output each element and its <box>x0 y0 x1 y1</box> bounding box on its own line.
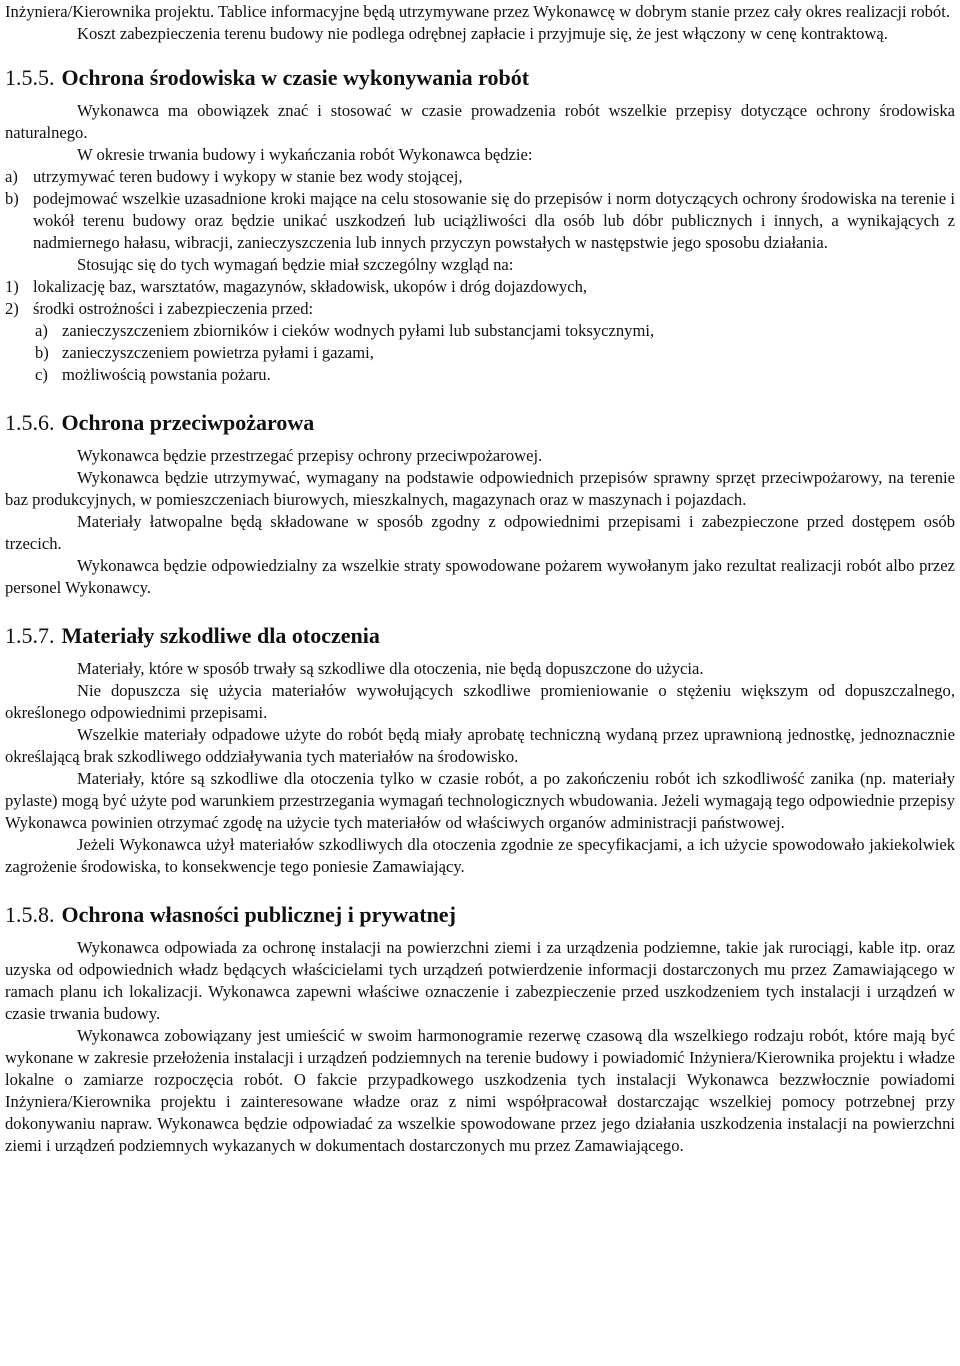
sub-list-item <box>5 342 955 364</box>
section-number: 1.5.5. <box>5 65 55 90</box>
list-item <box>5 276 955 298</box>
section-number: 1.5.8. <box>5 902 55 927</box>
paragraph: Stosując się do tych wymagań będzie miał szczególny wzgląd na: <box>77 255 514 274</box>
paragraph: Wykonawca będzie odpowiedzialny za wszelkie straty spowodowane pożarem wywołanym jako rezultat realizacji robót albo przez personel Wykonawcy. <box>5 556 955 597</box>
list-item-text: zanieczyszczeniem powietrza pyłami i gazami, <box>62 343 374 362</box>
section-title: Ochrona środowiska w czasie wykonywania robót <box>61 65 530 90</box>
list-marker: b) <box>35 343 49 362</box>
section-heading-1-5-7 <box>5 622 955 650</box>
section-heading-1-5-8 <box>5 901 955 929</box>
paragraph: Wykonawca odpowiada za ochronę instalacji na powierzchni ziemi i za urządzenia podziemne, takie jak rurociągi, kable itp. oraz uzyska od odpowiednich władz będących właścicielami tych urządzeń potwierdzenie informacji dostarczonych mu przez Zamawiającego w ramach planu ich lokalizacji. Wykonawca zapewni właściwe oznaczenie i zabezpieczenie przed uszkodzeniem tych instalacji i urządzeń w czasie trwania budowy. <box>5 938 955 1023</box>
list-item-text: utrzymywać teren budowy i wykopy w stanie bez wody stojącej, <box>33 167 463 186</box>
intro-paragraph-1: Inżyniera/Kierownika projektu. Tablice informacyjne będą utrzymywane przez Wykonawcę w dobrym stanie przez cały okres realizacji robót. <box>5 2 950 21</box>
paragraph: Wykonawca zobowiązany jest umieścić w swoim harmonogramie rezerwę czasową dla wszelkiego rodzaju robót, które mają być wykonane w zakresie przełożenia instalacji i urządzeń podziemnych na terenie budowy i powiadomić Inżyniera/Kierownika projektu i władze lokalne o zamiarze rozpoczęcia robót. O fakcie przypadkowego uszkodzenia tych instalacji Wykonawca bezzwłocznie powiadomi Inżyniera/Kierownika projektu i zainteresowane władze oraz z nimi współpracował dostarczając wszelkiej pomocy potrzebnej przy dokonywaniu napraw. Wykonawca będzie odpowiadać za wszelkie spowodowane przez jego działania uszkodzenia instalacji na powierzchni ziemi i urządzeń podziemnych wykazanych w dokumentach dostarczonych mu przez Zamawiającego. <box>5 1026 955 1155</box>
list-marker: a) <box>5 167 18 186</box>
list-item-text: środki ostrożności i zabezpieczenia przed: <box>33 299 314 318</box>
sub-list-item <box>5 320 955 342</box>
list-marker: a) <box>35 321 48 340</box>
sub-list-item <box>5 364 955 386</box>
paragraph: Materiały łatwopalne będą składowane w sposób zgodny z odpowiednimi przepisami i zabezpieczone przed dostępem osób trzecich. <box>5 512 955 553</box>
list-item-text: podejmować wszelkie uzasadnione kroki mające na celu stosowanie się do przepisów i norm dotyczących ochrony środowiska na terenie i wokół terenu budowy oraz będzie unikać uszkodzeń lub uciążliwości dla osób lub dóbr publicznych i innych, a wynikających z nadmiernego hałasu, wibracji, zanieczyszczenia lub innych przyczyn powstałych w następstwie jego sposobu działania. <box>33 189 955 252</box>
list-item-text: zanieczyszczeniem zbiorników i cieków wodnych pyłami lub substancjami toksycznymi, <box>62 321 655 340</box>
list-marker: 1) <box>5 277 19 296</box>
paragraph: Wszelkie materiały odpadowe użyte do robót będą miały aprobatę techniczną wydaną przez uprawnioną jednostkę, jednoznacznie określającą brak szkodliwego oddziaływania tych materiałów na środowisko. <box>5 725 955 766</box>
list-marker: 2) <box>5 299 19 318</box>
list-marker: b) <box>5 189 19 208</box>
section-number: 1.5.7. <box>5 623 55 648</box>
paragraph: Materiały, które są szkodliwe dla otoczenia tylko w czasie robót, a po zakończeniu robót ich szkodliwość zanika (np. materiały pylaste) mogą być użyte pod warunkiem przestrzegania wymagań technologicznych wbudowania. Jeżeli wymagają tego odpowiednie przepisy Wykonawca powinien otrzymać zgodę na użycie tych materiałów od właściwych organów administracji państwowej. <box>5 769 955 832</box>
section-heading-1-5-6 <box>5 409 955 437</box>
paragraph: Wykonawca ma obowiązek znać i stosować w czasie prowadzenia robót wszelkie przepisy dotyczące ochrony środowiska naturalnego. <box>5 101 955 142</box>
paragraph: Wykonawca będzie przestrzegać przepisy ochrony przeciwpożarowej. <box>77 446 543 465</box>
paragraph: Materiały, które w sposób trwały są szkodliwe dla otoczenia, nie będą dopuszczone do użycia. <box>77 659 704 678</box>
paragraph: W okresie trwania budowy i wykańczania robót Wykonawca będzie: <box>77 145 533 164</box>
section-number: 1.5.6. <box>5 410 55 435</box>
paragraph: Nie dopuszcza się użycia materiałów wywołujących szkodliwe promieniowanie o stężeniu większym od dopuszczalnego, określonego odpowiednimi przepisami. <box>5 681 955 722</box>
section-title: Materiały szkodliwe dla otoczenia <box>61 623 380 648</box>
section-title: Ochrona własności publicznej i prywatnej <box>61 902 456 927</box>
intro-paragraph-2: Koszt zabezpieczenia terenu budowy nie podlega odrębnej zapłacie i przyjmuje się, że jest włączony w cenę kontraktową. <box>77 24 888 43</box>
list-item <box>5 188 955 254</box>
section-heading-1-5-5 <box>5 64 955 92</box>
paragraph: Wykonawca będzie utrzymywać, wymagany na podstawie odpowiednich przepisów sprawny sprzęt przeciwpożarowy, na terenie baz produkcyjnych, w pomieszczeniach biurowych, mieszkalnych, magazynach oraz w maszynach i pojazdach. <box>5 468 955 509</box>
list-item <box>5 166 955 188</box>
paragraph: Jeżeli Wykonawca użył materiałów szkodliwych dla otoczenia zgodnie ze specyfikacjami, a ich użycie spowodowało jakiekolwiek zagrożenie środowiska, to konsekwencje tego poniesie Zamawiający. <box>5 835 955 876</box>
list-item-text: lokalizację baz, warsztatów, magazynów, składowisk, ukopów i dróg dojazdowych, <box>33 277 588 296</box>
document-page <box>5 1 955 1157</box>
list-item-text: możliwością powstania pożaru. <box>62 365 271 384</box>
list-item <box>5 298 955 320</box>
list-marker: c) <box>35 365 48 384</box>
section-title: Ochrona przeciwpożarowa <box>61 410 315 435</box>
